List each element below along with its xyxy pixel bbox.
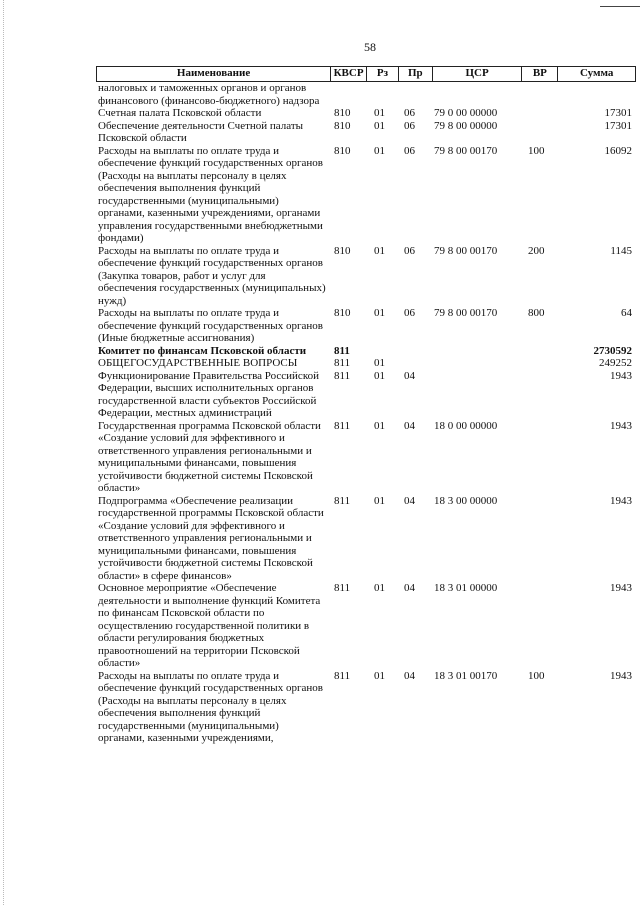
cell-kvsr: 811	[334, 419, 351, 432]
cell-rz: 01	[374, 419, 385, 432]
cell-kvsr: 810	[334, 107, 351, 119]
cell-vr	[522, 370, 558, 420]
table-row	[96, 370, 636, 420]
table-row	[96, 495, 636, 583]
cell-kvsr: 811	[334, 669, 351, 682]
cell-pr: 06	[404, 244, 415, 257]
cell-vr: 100	[528, 144, 545, 157]
cell-vr	[522, 120, 558, 145]
cell-kvsr: 811	[334, 494, 351, 507]
table-row	[96, 345, 636, 358]
cell-rz: 01	[374, 494, 385, 507]
cell-pr: 04	[404, 669, 415, 682]
cell-name: Государственная программа Псковской области «Создание условий для эффективного и ответственного управления региональными и муниципальными финансами, повышения устойчивости бюджетной системы Псковской области»	[98, 419, 321, 494]
header-csr: ЦСР	[432, 67, 522, 81]
cell-sum: 64	[621, 307, 632, 319]
cell-vr: 200	[528, 244, 545, 257]
cell-vr: 100	[528, 669, 545, 682]
cell-rz	[366, 345, 398, 358]
table-header	[96, 66, 636, 82]
cell-pr	[398, 82, 432, 107]
cell-csr: 79 8 00 00170	[434, 244, 498, 257]
scan-corner-line	[600, 6, 640, 7]
scan-edge-line	[3, 0, 4, 905]
cell-vr	[522, 582, 558, 670]
cell-name: Основное мероприятие «Обеспечение деятельности и выполнение функций Комитета по финансам Псковской области по осуществлению государственной политики в области регулирования бюджетных правоотношений на территории Псковской области»	[98, 582, 321, 669]
table-row	[96, 145, 636, 245]
cell-vr	[522, 357, 558, 370]
cell-kvsr: 810	[334, 307, 351, 319]
cell-vr	[522, 107, 558, 120]
cell-pr: 06	[404, 307, 415, 319]
cell-csr: 79 8 00 00170	[434, 144, 498, 157]
cell-csr: 18 3 01 00000	[434, 582, 498, 594]
header-rz: Рз	[366, 67, 398, 81]
table-row	[96, 670, 636, 745]
cell-sum: 17301	[604, 107, 632, 119]
cell-vr	[522, 495, 558, 583]
cell-pr: 06	[404, 119, 415, 132]
table-row	[96, 120, 636, 145]
header-kvsr: КВСР	[330, 67, 366, 81]
cell-rz: 01	[374, 582, 385, 594]
cell-name: Расходы на выплаты по оплате труда и обеспечение функций государственных органов (Расходы на выплаты персоналу в целях обеспечения выполнения функций государственными (муниципальными) органами, казенными учреждениями,	[98, 669, 323, 744]
cell-sum: 1943	[610, 669, 632, 682]
cell-pr: 04	[404, 582, 415, 594]
cell-name: Расходы на выплаты по оплате труда и обеспечение функций государственных органов (Закупка товаров, работ и услуг для обеспечения государственных (муниципальных) нужд)	[98, 244, 326, 307]
cell-sum: 1943	[610, 582, 632, 594]
header-name: Наименование	[176, 67, 251, 79]
cell-rz: 01	[374, 669, 385, 682]
cell-name: Расходы на выплаты по оплате труда и обеспечение функций государственных органов (Иные бюджетные ассигнования)	[98, 307, 323, 344]
cell-name: налоговых и таможенных органов и органов финансового (финансово-бюджетного) надзора	[98, 82, 320, 107]
cell-csr: 79 8 00 00170	[434, 307, 498, 319]
cell-name: Подпрограмма «Обеспечение реализации государственной программы Псковской области «Создание условий для эффективного и ответственного управления региональными и муниципальными финансами, повышения устойчивости бюджетной системы Псковской области» в сфере финансов»	[98, 494, 324, 582]
cell-sum: 16092	[604, 144, 632, 157]
cell-name: Счетная палата Псковской области	[98, 107, 262, 119]
table-row	[96, 357, 636, 370]
cell-rz: 01	[374, 369, 385, 382]
cell-vr	[522, 82, 558, 107]
table-row	[96, 245, 636, 308]
cell-name: Комитет по финансам Псковской области	[98, 344, 307, 357]
cell-csr: 18 3 00 00000	[434, 494, 498, 507]
cell-pr	[398, 357, 432, 370]
cell-pr: 04	[404, 419, 415, 432]
cell-csr	[432, 345, 522, 358]
cell-kvsr: 811	[334, 357, 351, 369]
cell-pr	[398, 345, 432, 358]
cell-csr	[432, 82, 522, 107]
cell-sum: 1943	[610, 419, 632, 432]
header-pr: Пр	[398, 67, 432, 81]
cell-rz	[366, 82, 398, 107]
cell-pr: 04	[404, 369, 415, 382]
table-row	[96, 307, 636, 345]
cell-csr: 79 0 00 00000	[434, 107, 498, 119]
cell-csr	[432, 370, 522, 420]
header-sum: Сумма	[557, 67, 635, 81]
cell-name: Функционирование Правительства Российской Федерации, высших исполнительных органов государственной власти субъектов Российской Федерации, местных администраций	[98, 369, 319, 419]
cell-rz: 01	[374, 307, 385, 319]
cell-sum: 249252	[599, 357, 632, 369]
table-row	[96, 82, 636, 107]
cell-sum: 1145	[610, 244, 632, 257]
cell-rz: 01	[374, 107, 385, 119]
cell-sum: 2730592	[593, 344, 632, 357]
cell-kvsr: 811	[334, 582, 351, 594]
cell-sum: 1943	[610, 369, 632, 382]
table-row	[96, 420, 636, 495]
cell-kvsr: 811	[334, 369, 351, 382]
page-number: 58	[364, 40, 376, 54]
cell-vr	[522, 345, 558, 358]
cell-sum: 17301	[604, 119, 632, 132]
cell-kvsr: 810	[334, 144, 351, 157]
cell-vr: 800	[528, 307, 545, 319]
cell-sum	[558, 82, 636, 107]
cell-csr: 79 8 00 00000	[434, 119, 498, 132]
cell-pr: 06	[404, 144, 415, 157]
cell-kvsr: 810	[334, 119, 351, 132]
cell-kvsr: 811	[334, 344, 350, 357]
cell-pr: 06	[404, 107, 415, 119]
cell-vr	[522, 420, 558, 495]
cell-rz: 01	[374, 119, 385, 132]
cell-csr: 18 0 00 00000	[434, 419, 498, 432]
cell-kvsr	[330, 82, 366, 107]
cell-kvsr: 810	[334, 244, 351, 257]
cell-name: ОБЩЕГОСУДАРСТВЕННЫЕ ВОПРОСЫ	[98, 357, 298, 369]
header-vr: ВР	[521, 67, 557, 81]
table-row	[96, 107, 636, 120]
table-body	[96, 82, 636, 745]
budget-table	[96, 66, 636, 745]
cell-rz: 01	[374, 357, 385, 369]
cell-name: Обеспечение деятельности Счетной палаты Псковской области	[98, 119, 304, 144]
table-row	[96, 582, 636, 670]
cell-csr	[432, 357, 522, 370]
cell-rz: 01	[374, 144, 385, 157]
cell-pr: 04	[404, 494, 415, 507]
cell-csr: 18 3 01 00170	[434, 669, 498, 682]
cell-name: Расходы на выплаты по оплате труда и обеспечение функций государственных органов (Расходы на выплаты персоналу в целях обеспечения выполнения функций государственными (муниципальными) органами, казенными учреждениями, органами управления государственными внебюджетными фондами)	[98, 144, 323, 244]
cell-rz: 01	[374, 244, 385, 257]
cell-sum: 1943	[610, 494, 632, 507]
